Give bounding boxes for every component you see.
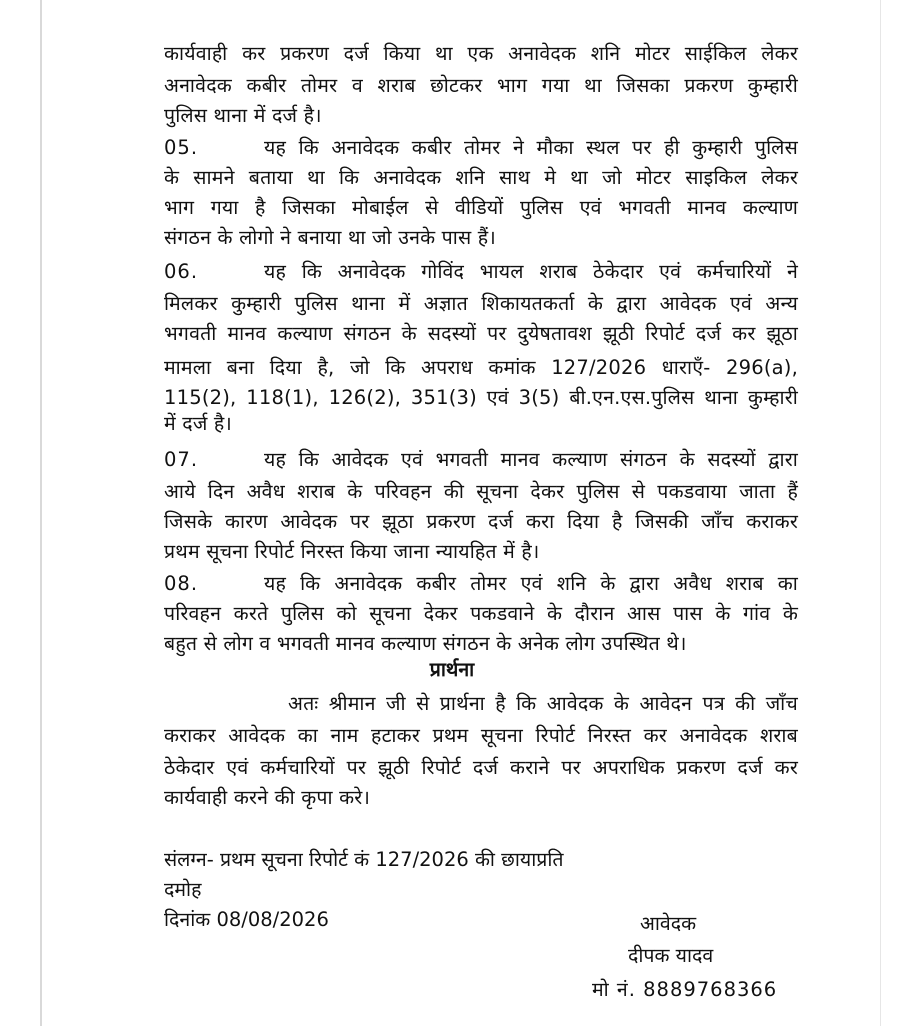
text-line: अनावेदक कबीर तोमर व शराब छोटकर भाग गया था जिसका प्रकरण कुम्हारी	[164, 74, 798, 97]
paragraph-number: 08.	[164, 572, 199, 595]
paragraph-number: 06.	[164, 260, 199, 283]
applicant-name: दीपक यादव	[628, 944, 714, 967]
paragraph-number: 05.	[164, 136, 199, 159]
text-line: पुलिस थाना में दर्ज है।	[164, 104, 322, 127]
text-line: ठेकेदार एवं कर्मचारियों पर झूठी रिपोर्ट दर्ज कराने पर अपराधिक प्रकरण दर्ज कर	[164, 756, 798, 779]
text-line: मामला बना दिया है, जो कि अपराध कमांक 127/2026 धाराएँ- 296(a),	[164, 356, 798, 379]
text-line: प्रथम सूचना रिपोर्ट निरस्त किया जाना न्यायहित में है।	[164, 540, 540, 563]
text-line: भाग गया है जिसका मोबाईल से वीडियों पुलिस एवं भगवती मानव कल्याण	[164, 196, 798, 219]
text-line: कार्यवाही करने की कृपा करे।	[164, 786, 371, 809]
document-date: दिनांक 08/08/2026	[164, 908, 329, 931]
applicant-label: आवेदक	[640, 912, 697, 935]
text-line: यह कि अनावेदक कबीर तोमर ने मौका स्थल पर ही कुम्हारी पुलिस	[264, 136, 798, 159]
text-line: अतः श्रीमान जी से प्रार्थना है कि आवेदक के आवेदन पत्र की जाँच	[288, 692, 798, 715]
text-line: यह कि अनावेदक गोविंद भायल शराब ठेकेदार एवं कर्मचारियों ने	[264, 260, 798, 283]
text-line: कराकर आवेदक का नाम हटाकर प्रथम सूचना रिपोर्ट निरस्त कर अनावेदक शराब	[164, 724, 798, 747]
text-line: परिवहन करते पुलिस को सूचना देकर पकडवाने के दौरान आस पास के गांव के	[164, 602, 798, 625]
page-right-edge	[880, 0, 881, 1026]
paragraph-number: 07.	[164, 448, 199, 471]
text-line: 115(2), 118(1), 126(2), 351(3) एवं 3(5) बी.एन.एस.पुलिस थाना कुम्हारी	[164, 386, 798, 409]
text-line: मिलकर कुम्हारी पुलिस थाना में अज्ञात शिकायतकर्ता के द्वारा आवेदक एवं अन्य	[164, 292, 798, 315]
text-line: यह कि आवेदक एवं भगवती मानव कल्याण संगठन के सदस्यों द्वारा	[264, 448, 798, 471]
page-left-edge	[40, 0, 42, 1026]
text-line: आये दिन अवैध शराब के परिवहन की सूचना देकर पुलिस से पकडवाया जाता हैं	[164, 480, 798, 503]
text-line: बहुत से लोग व भगवती मानव कल्याण संगठन के अनेक लोग उपस्थित थे।	[164, 632, 687, 655]
prayer-heading: प्रार्थना	[429, 658, 475, 681]
place-name: दमोह	[164, 878, 202, 901]
text-line: के सामने बताया था कि अनावेदक शनि साथ मे था जो मोटर साइकिल लेकर	[164, 166, 798, 189]
text-line: में दर्ज है।	[164, 412, 233, 435]
text-line: कार्यवाही कर प्रकरण दर्ज किया था एक अनावेदक शनि मोटर साईकिल लेकर	[164, 42, 798, 65]
text-line: जिसके कारण आवेदक पर झूठा प्रकरण दर्ज करा दिया है जिसकी जाँच कराकर	[164, 510, 798, 533]
enclosure-note: संलग्न- प्रथम सूचना रिपोर्ट कं 127/2026 की छायाप्रति	[164, 848, 564, 871]
text-line: भगवती मानव कल्याण संगठन के सदस्यों पर दुयेषतावश झूठी रिपोर्ट दर्ज कर झूठा	[164, 322, 798, 345]
applicant-mobile: मो नं. 8889768366	[592, 978, 778, 1001]
text-line: यह कि अनावेदक कबीर तोमर एवं शनि के द्वारा अवैध शराब का	[264, 572, 798, 595]
text-line: संगठन के लोगो ने बनाया था जो उनके पास हैं।	[164, 226, 496, 249]
